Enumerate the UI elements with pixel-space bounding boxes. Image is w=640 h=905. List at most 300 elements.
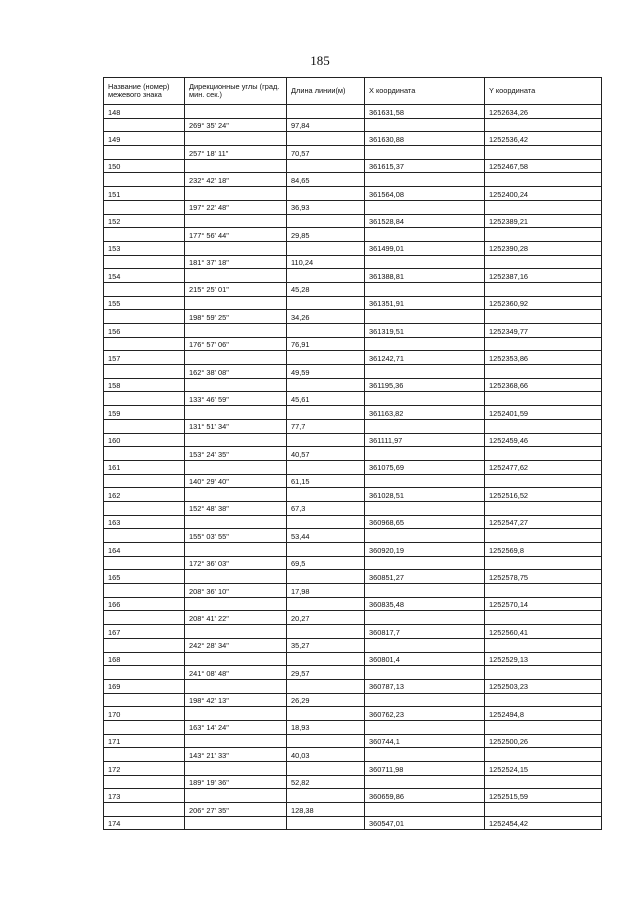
- angle-cell: 163° 14' 24": [185, 720, 287, 734]
- length-cell: [287, 543, 365, 557]
- point-row: [104, 187, 602, 201]
- point-name-cell: [104, 474, 185, 488]
- point-name-cell: [104, 748, 185, 762]
- length-cell: [287, 214, 365, 228]
- y-coordinate-cell: [485, 200, 602, 214]
- point-name-cell: [104, 419, 185, 433]
- y-coordinate-cell: [485, 255, 602, 269]
- header-row: [104, 78, 602, 105]
- point-row: [104, 625, 602, 639]
- header-y-coordinate: Y координата: [485, 78, 602, 105]
- point-row: [104, 296, 602, 310]
- table-body: [104, 105, 602, 830]
- point-name-cell: 159: [104, 406, 185, 420]
- header-x-coordinate: X координата: [365, 78, 485, 105]
- length-cell: [287, 269, 365, 283]
- length-cell: [287, 378, 365, 392]
- x-coordinate-cell: 361163,82: [365, 406, 485, 420]
- point-name-cell: 155: [104, 296, 185, 310]
- angle-cell: 198° 42' 13": [185, 693, 287, 707]
- point-name-cell: [104, 720, 185, 734]
- x-coordinate-cell: [365, 501, 485, 515]
- x-coordinate-cell: 360968,65: [365, 515, 485, 529]
- x-coordinate-cell: 361351,91: [365, 296, 485, 310]
- point-row: [104, 515, 602, 529]
- x-coordinate-cell: 361111,97: [365, 433, 485, 447]
- length-cell: [287, 652, 365, 666]
- y-coordinate-cell: 1252634,26: [485, 105, 602, 119]
- y-coordinate-cell: [485, 365, 602, 379]
- y-coordinate-cell: 1252494,8: [485, 707, 602, 721]
- x-coordinate-cell: [365, 611, 485, 625]
- point-name-cell: 148: [104, 105, 185, 119]
- y-coordinate-cell: [485, 173, 602, 187]
- point-name-cell: [104, 447, 185, 461]
- survey-coordinates-table: [103, 77, 602, 830]
- point-row: [104, 652, 602, 666]
- segment-row: [104, 365, 602, 379]
- length-cell: [287, 488, 365, 502]
- x-coordinate-cell: 361630,88: [365, 132, 485, 146]
- y-coordinate-cell: [485, 118, 602, 132]
- y-coordinate-cell: [485, 474, 602, 488]
- y-coordinate-cell: [485, 228, 602, 242]
- x-coordinate-cell: [365, 337, 485, 351]
- segment-row: [104, 255, 602, 269]
- length-cell: [287, 159, 365, 173]
- point-name-cell: [104, 200, 185, 214]
- y-coordinate-cell: 1252387,16: [485, 269, 602, 283]
- x-coordinate-cell: [365, 748, 485, 762]
- x-coordinate-cell: [365, 282, 485, 296]
- length-cell: 97,84: [287, 118, 365, 132]
- angle-cell: [185, 351, 287, 365]
- segment-row: [104, 501, 602, 515]
- angle-cell: 198° 59' 25": [185, 310, 287, 324]
- length-cell: 40,03: [287, 748, 365, 762]
- y-coordinate-cell: [485, 447, 602, 461]
- point-name-cell: [104, 392, 185, 406]
- point-name-cell: 161: [104, 460, 185, 474]
- y-coordinate-cell: 1252578,75: [485, 570, 602, 584]
- y-coordinate-cell: 1252515,59: [485, 789, 602, 803]
- angle-cell: 269° 35' 24": [185, 118, 287, 132]
- segment-row: [104, 611, 602, 625]
- length-cell: 53,44: [287, 529, 365, 543]
- y-coordinate-cell: 1252536,42: [485, 132, 602, 146]
- point-row: [104, 543, 602, 557]
- angle-cell: 189° 19' 36": [185, 775, 287, 789]
- length-cell: 18,93: [287, 720, 365, 734]
- y-coordinate-cell: 1252477,62: [485, 460, 602, 474]
- point-name-cell: [104, 693, 185, 707]
- angle-cell: 232° 42' 18": [185, 173, 287, 187]
- point-name-cell: [104, 337, 185, 351]
- length-cell: 128,38: [287, 803, 365, 817]
- angle-cell: [185, 762, 287, 776]
- angle-cell: 176° 57' 06": [185, 337, 287, 351]
- angle-cell: [185, 159, 287, 173]
- length-cell: 84,65: [287, 173, 365, 187]
- x-coordinate-cell: 360762,23: [365, 707, 485, 721]
- x-coordinate-cell: [365, 693, 485, 707]
- point-name-cell: 168: [104, 652, 185, 666]
- length-cell: 76,91: [287, 337, 365, 351]
- segment-row: [104, 474, 602, 488]
- segment-row: [104, 666, 602, 680]
- x-coordinate-cell: [365, 255, 485, 269]
- point-name-cell: 164: [104, 543, 185, 557]
- length-cell: [287, 762, 365, 776]
- y-coordinate-cell: 1252368,66: [485, 378, 602, 392]
- y-coordinate-cell: 1252524,15: [485, 762, 602, 776]
- y-coordinate-cell: [485, 556, 602, 570]
- y-coordinate-cell: 1252569,8: [485, 543, 602, 557]
- x-coordinate-cell: 360711,98: [365, 762, 485, 776]
- length-cell: 49,59: [287, 365, 365, 379]
- x-coordinate-cell: [365, 447, 485, 461]
- x-coordinate-cell: 361319,51: [365, 324, 485, 338]
- length-cell: [287, 351, 365, 365]
- length-cell: [287, 433, 365, 447]
- point-name-cell: 166: [104, 597, 185, 611]
- y-coordinate-cell: [485, 310, 602, 324]
- angle-cell: 197° 22' 48": [185, 200, 287, 214]
- segment-row: [104, 529, 602, 543]
- angle-cell: [185, 570, 287, 584]
- point-row: [104, 597, 602, 611]
- y-coordinate-cell: 1252503,23: [485, 679, 602, 693]
- y-coordinate-cell: [485, 748, 602, 762]
- segment-row: [104, 447, 602, 461]
- angle-cell: [185, 543, 287, 557]
- angle-cell: [185, 816, 287, 830]
- x-coordinate-cell: [365, 310, 485, 324]
- y-coordinate-cell: [485, 529, 602, 543]
- length-cell: [287, 324, 365, 338]
- x-coordinate-cell: [365, 584, 485, 598]
- x-coordinate-cell: 360835,48: [365, 597, 485, 611]
- point-row: [104, 351, 602, 365]
- x-coordinate-cell: 360787,13: [365, 679, 485, 693]
- x-coordinate-cell: 361075,69: [365, 460, 485, 474]
- angle-cell: [185, 269, 287, 283]
- segment-row: [104, 310, 602, 324]
- y-coordinate-cell: 1252349,77: [485, 324, 602, 338]
- point-name-cell: 163: [104, 515, 185, 529]
- segment-row: [104, 392, 602, 406]
- point-name-cell: 156: [104, 324, 185, 338]
- y-coordinate-cell: 1252360,92: [485, 296, 602, 310]
- length-cell: [287, 734, 365, 748]
- x-coordinate-cell: [365, 392, 485, 406]
- length-cell: 34,26: [287, 310, 365, 324]
- angle-cell: 208° 36' 10": [185, 584, 287, 598]
- point-name-cell: 149: [104, 132, 185, 146]
- angle-cell: 162° 38' 08": [185, 365, 287, 379]
- y-coordinate-cell: 1252547,27: [485, 515, 602, 529]
- point-name-cell: 160: [104, 433, 185, 447]
- y-coordinate-cell: [485, 392, 602, 406]
- angle-cell: [185, 515, 287, 529]
- length-cell: 45,61: [287, 392, 365, 406]
- point-name-cell: 158: [104, 378, 185, 392]
- segment-row: [104, 775, 602, 789]
- point-name-cell: [104, 638, 185, 652]
- y-coordinate-cell: [485, 666, 602, 680]
- y-coordinate-cell: 1252401,59: [485, 406, 602, 420]
- point-name-cell: [104, 584, 185, 598]
- y-coordinate-cell: [485, 611, 602, 625]
- angle-cell: [185, 734, 287, 748]
- length-cell: 20,27: [287, 611, 365, 625]
- y-coordinate-cell: 1252570,14: [485, 597, 602, 611]
- point-name-cell: 171: [104, 734, 185, 748]
- point-row: [104, 679, 602, 693]
- length-cell: [287, 132, 365, 146]
- x-coordinate-cell: [365, 146, 485, 160]
- angle-cell: [185, 214, 287, 228]
- segment-row: [104, 228, 602, 242]
- length-cell: [287, 241, 365, 255]
- y-coordinate-cell: [485, 146, 602, 160]
- point-row: [104, 433, 602, 447]
- x-coordinate-cell: 361195,36: [365, 378, 485, 392]
- x-coordinate-cell: [365, 173, 485, 187]
- point-name-cell: [104, 775, 185, 789]
- x-coordinate-cell: [365, 365, 485, 379]
- angle-cell: [185, 789, 287, 803]
- angle-cell: [185, 378, 287, 392]
- angle-cell: [185, 132, 287, 146]
- point-row: [104, 241, 602, 255]
- point-name-cell: 162: [104, 488, 185, 502]
- header-line-length: Длина линии(м): [287, 78, 365, 105]
- point-name-cell: 153: [104, 241, 185, 255]
- angle-cell: 140° 29' 40": [185, 474, 287, 488]
- length-cell: 70,57: [287, 146, 365, 160]
- length-cell: 40,57: [287, 447, 365, 461]
- point-row: [104, 762, 602, 776]
- y-coordinate-cell: [485, 775, 602, 789]
- y-coordinate-cell: 1252400,24: [485, 187, 602, 201]
- point-row: [104, 378, 602, 392]
- length-cell: [287, 707, 365, 721]
- point-name-cell: [104, 146, 185, 160]
- y-coordinate-cell: [485, 803, 602, 817]
- length-cell: [287, 816, 365, 830]
- angle-cell: [185, 296, 287, 310]
- point-name-cell: 173: [104, 789, 185, 803]
- point-row: [104, 460, 602, 474]
- y-coordinate-cell: 1252529,13: [485, 652, 602, 666]
- x-coordinate-cell: [365, 556, 485, 570]
- angle-cell: [185, 433, 287, 447]
- length-cell: 29,85: [287, 228, 365, 242]
- point-name-cell: [104, 365, 185, 379]
- angle-cell: [185, 241, 287, 255]
- angle-cell: 177° 56' 44": [185, 228, 287, 242]
- x-coordinate-cell: [365, 118, 485, 132]
- length-cell: 69,5: [287, 556, 365, 570]
- y-coordinate-cell: 1252459,46: [485, 433, 602, 447]
- angle-cell: [185, 597, 287, 611]
- x-coordinate-cell: [365, 720, 485, 734]
- angle-cell: 152° 48' 38": [185, 501, 287, 515]
- x-coordinate-cell: [365, 200, 485, 214]
- x-coordinate-cell: [365, 775, 485, 789]
- x-coordinate-cell: 361499,01: [365, 241, 485, 255]
- point-name-cell: [104, 556, 185, 570]
- segment-row: [104, 282, 602, 296]
- point-name-cell: [104, 666, 185, 680]
- segment-row: [104, 337, 602, 351]
- angle-cell: [185, 324, 287, 338]
- segment-row: [104, 556, 602, 570]
- length-cell: 29,57: [287, 666, 365, 680]
- point-row: [104, 406, 602, 420]
- angle-cell: 242° 28' 34": [185, 638, 287, 652]
- point-name-cell: 169: [104, 679, 185, 693]
- length-cell: [287, 187, 365, 201]
- segment-row: [104, 146, 602, 160]
- point-row: [104, 570, 602, 584]
- angle-cell: 215° 25' 01": [185, 282, 287, 296]
- y-coordinate-cell: 1252500,26: [485, 734, 602, 748]
- segment-row: [104, 693, 602, 707]
- y-coordinate-cell: 1252467,58: [485, 159, 602, 173]
- length-cell: [287, 597, 365, 611]
- point-row: [104, 816, 602, 830]
- point-name-cell: [104, 282, 185, 296]
- x-coordinate-cell: 361028,51: [365, 488, 485, 502]
- y-coordinate-cell: [485, 282, 602, 296]
- point-name-cell: 151: [104, 187, 185, 201]
- y-coordinate-cell: 1252353,86: [485, 351, 602, 365]
- length-cell: [287, 406, 365, 420]
- angle-cell: [185, 652, 287, 666]
- point-name-cell: [104, 118, 185, 132]
- page-number: 185: [310, 53, 330, 68]
- x-coordinate-cell: [365, 666, 485, 680]
- point-name-cell: [104, 228, 185, 242]
- x-coordinate-cell: 360851,27: [365, 570, 485, 584]
- x-coordinate-cell: 360920,19: [365, 543, 485, 557]
- point-row: [104, 159, 602, 173]
- header-directional-angle: Дирекционные углы (град. мин. сек.): [185, 78, 287, 105]
- point-name-cell: 150: [104, 159, 185, 173]
- x-coordinate-cell: 361631,58: [365, 105, 485, 119]
- length-cell: [287, 296, 365, 310]
- x-coordinate-cell: 360801,4: [365, 652, 485, 666]
- point-name-cell: 167: [104, 625, 185, 639]
- angle-cell: 181° 37' 18": [185, 255, 287, 269]
- segment-row: [104, 118, 602, 132]
- length-cell: 67,3: [287, 501, 365, 515]
- x-coordinate-cell: [365, 419, 485, 433]
- x-coordinate-cell: 360744,1: [365, 734, 485, 748]
- y-coordinate-cell: [485, 638, 602, 652]
- angle-cell: [185, 406, 287, 420]
- y-coordinate-cell: [485, 584, 602, 598]
- length-cell: [287, 515, 365, 529]
- length-cell: [287, 789, 365, 803]
- point-name-cell: [104, 173, 185, 187]
- point-name-cell: [104, 611, 185, 625]
- point-name-cell: 170: [104, 707, 185, 721]
- x-coordinate-cell: [365, 803, 485, 817]
- y-coordinate-cell: [485, 720, 602, 734]
- segment-row: [104, 200, 602, 214]
- segment-row: [104, 720, 602, 734]
- y-coordinate-cell: [485, 501, 602, 515]
- angle-cell: 131° 51' 34": [185, 419, 287, 433]
- point-row: [104, 105, 602, 119]
- x-coordinate-cell: 360659,86: [365, 789, 485, 803]
- x-coordinate-cell: [365, 474, 485, 488]
- y-coordinate-cell: 1252390,28: [485, 241, 602, 255]
- length-cell: [287, 105, 365, 119]
- point-row: [104, 324, 602, 338]
- length-cell: 52,82: [287, 775, 365, 789]
- angle-cell: 133° 46' 59": [185, 392, 287, 406]
- y-coordinate-cell: [485, 693, 602, 707]
- angle-cell: [185, 187, 287, 201]
- angle-cell: 208° 41' 22": [185, 611, 287, 625]
- point-name-cell: 174: [104, 816, 185, 830]
- point-row: [104, 488, 602, 502]
- segment-row: [104, 638, 602, 652]
- point-name-cell: [104, 255, 185, 269]
- x-coordinate-cell: [365, 529, 485, 543]
- y-coordinate-cell: 1252389,21: [485, 214, 602, 228]
- angle-cell: 155° 03' 55": [185, 529, 287, 543]
- point-name-cell: [104, 310, 185, 324]
- point-row: [104, 789, 602, 803]
- angle-cell: [185, 625, 287, 639]
- table-header: [104, 78, 602, 105]
- point-name-cell: [104, 803, 185, 817]
- length-cell: [287, 625, 365, 639]
- angle-cell: [185, 488, 287, 502]
- point-name-cell: [104, 501, 185, 515]
- segment-row: [104, 584, 602, 598]
- angle-cell: 153° 24' 35": [185, 447, 287, 461]
- angle-cell: 257° 18' 11": [185, 146, 287, 160]
- segment-row: [104, 419, 602, 433]
- point-name-cell: 165: [104, 570, 185, 584]
- y-coordinate-cell: 1252560,41: [485, 625, 602, 639]
- segment-row: [104, 173, 602, 187]
- point-name-cell: 152: [104, 214, 185, 228]
- point-row: [104, 132, 602, 146]
- length-cell: 110,24: [287, 255, 365, 269]
- length-cell: [287, 570, 365, 584]
- header-point-name: Название (номер) межевого знака: [104, 78, 185, 105]
- segment-row: [104, 803, 602, 817]
- point-name-cell: 154: [104, 269, 185, 283]
- angle-cell: 206° 27' 35": [185, 803, 287, 817]
- angle-cell: [185, 707, 287, 721]
- y-coordinate-cell: 1252454,42: [485, 816, 602, 830]
- x-coordinate-cell: 361564,08: [365, 187, 485, 201]
- length-cell: 77,7: [287, 419, 365, 433]
- x-coordinate-cell: 361615,37: [365, 159, 485, 173]
- x-coordinate-cell: [365, 638, 485, 652]
- point-name-cell: 172: [104, 762, 185, 776]
- segment-row: [104, 748, 602, 762]
- length-cell: [287, 679, 365, 693]
